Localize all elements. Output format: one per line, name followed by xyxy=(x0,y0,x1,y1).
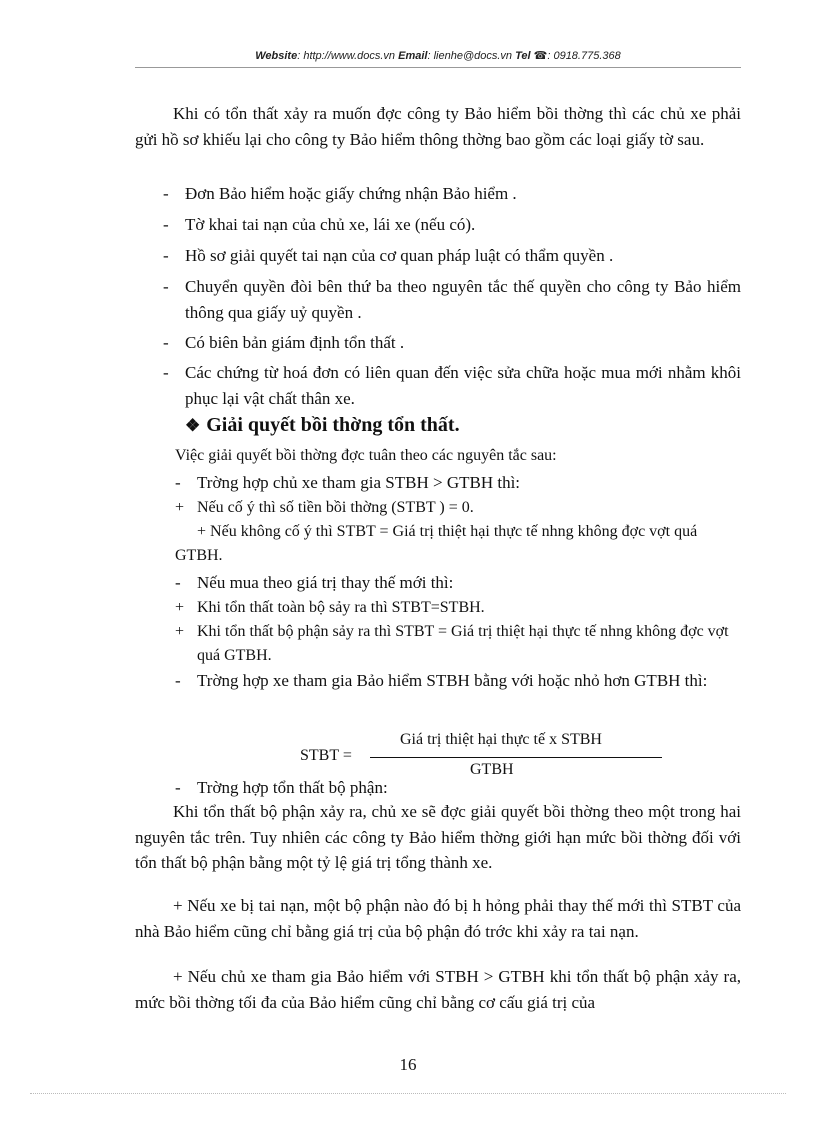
diamond-bullet-icon: ❖ xyxy=(185,416,201,435)
header-divider xyxy=(135,67,741,68)
intro-paragraph: Khi có tổn thất xảy ra muốn đợc công ty Bảo hiểm bồi thờng thì các chủ xe phải gửi hồ sơ khiếu lại cho công ty Bảo hiểm thông thờng bao gồm các loại giấy tờ sau. xyxy=(135,104,741,149)
list-item: - Tờ khai tai nạn của chủ xe, lái xe (nếu có). xyxy=(163,215,476,234)
list-item: + Khi tổn thất bộ phận sảy ra thì STBT = Giá trị thiệt hại thực tế nhng không đợc vợt quá GTBH. xyxy=(175,623,729,664)
page-number: 16 xyxy=(399,1055,417,1074)
list-item: - Đơn Bảo hiểm hoặc giấy chứng nhận Bảo hiểm . xyxy=(163,184,517,203)
formula-denominator: GTBH xyxy=(470,761,514,778)
list-item: - Các chứng từ hoá đơn có liên quan đến việc sửa chữa hoặc mua mới nhằm khôi phục lại vật chất thân xe. xyxy=(163,363,741,408)
footer-divider xyxy=(30,1093,786,1094)
paragraph: + Nếu chủ xe tham gia Bảo hiểm với STBH > GTBH khi tổn thất bộ phận xảy ra, mức bồi thờng tối đa của Bảo hiểm cũng chỉ bằng cơ cấu giá trị của xyxy=(135,967,741,1012)
list-item: - Có biên bản giám định tổn thất . xyxy=(163,333,405,352)
list-item: - Trờng hợp chủ xe tham gia STBH > GTBH thì: xyxy=(175,473,521,492)
list-item: - Chuyển quyền đòi bên thứ ba theo nguyên tắc thế quyền cho công ty Bảo hiểm thông qua giấy uỷ quyền . xyxy=(163,277,741,322)
email-address: : lienhe@docs.vn xyxy=(427,50,513,62)
paragraph: Khi tổn thất bộ phận xảy ra, chủ xe sẽ đợc giải quyết bồi thờng theo một trong hai nguyên tắc trên. Tuy nhiên các công ty Bảo hiểm thờng giới hạn mức bồi thờng đối với tổn thất bộ phận bằng một tỷ lệ giá trị tổng thành xe. xyxy=(135,802,741,872)
section-heading: ❖ Giải quyết bồi thờng tổn thất. xyxy=(185,414,460,436)
website-label: Website xyxy=(255,50,298,62)
list-item: - Nếu mua theo giá trị thay thế mới thì: xyxy=(175,573,454,592)
fraction-bar xyxy=(370,757,662,758)
page-header xyxy=(135,49,741,62)
list-item: - Hồ sơ giải quyết tai nạn của cơ quan pháp luật có thẩm quyền . xyxy=(163,246,614,265)
list-item: + Nếu cố ý thì số tiền bồi thờng (STBT ) = 0. xyxy=(175,499,474,516)
list-item: - Trờng hợp xe tham gia Bảo hiểm STBH bằng với hoặc nhỏ hơn GTBH thì: xyxy=(175,671,708,690)
website-url: : http://www.docs.vn xyxy=(297,50,396,62)
formula-lhs: STBT = xyxy=(300,747,352,764)
formula-numerator: Giá trị thiệt hại thực tế x STBH xyxy=(400,731,602,748)
phone-icon: ☎ xyxy=(533,50,548,62)
list-item: + Khi tổn thất toàn bộ sảy ra thì STBT=STBH. xyxy=(175,599,485,616)
rules-intro: Việc giải quyết bồi thờng đợc tuân theo các nguyên tắc sau: xyxy=(175,447,557,464)
tel-number: : 0918.775.368 xyxy=(547,50,621,62)
paragraph: + Nếu xe bị tai nạn, một bộ phận nào đó bị h hỏng phải thay thế mới thì STBT của nhà Bảo hiểm cũng chỉ bằng giá trị của bộ phận đó trớc khi xảy ra tai nạn. xyxy=(135,896,741,941)
list-item: - Trờng hợp tổn thất bộ phận: xyxy=(175,778,388,797)
email-label: Email xyxy=(398,50,428,62)
compensation-formula xyxy=(300,731,670,781)
list-item: + Nếu không cố ý thì STBT = Giá trị thiệt hại thực tế nhng không đợc vợt quá GTBH. xyxy=(175,523,698,564)
tel-label: Tel xyxy=(515,50,531,62)
